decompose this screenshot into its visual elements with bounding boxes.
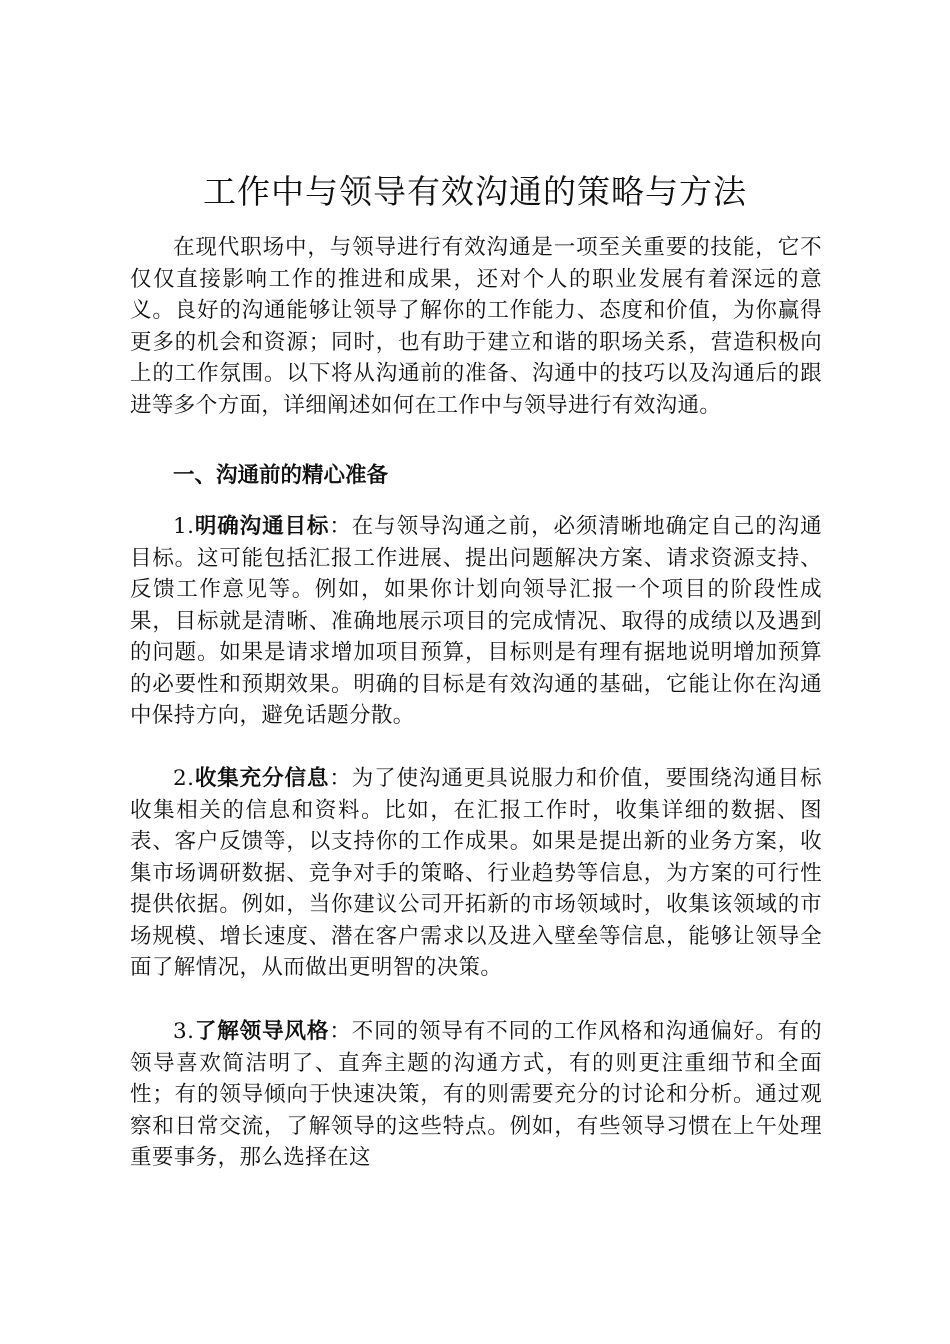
item-number: 3. <box>173 1019 195 1044</box>
section-heading: 一、沟通前的精心准备 <box>173 463 389 488</box>
item-number: 1. <box>173 514 195 539</box>
item-text: 在与领导沟通之前，必须清晰地确定自己的沟通目标。这可能包括汇报工作进展、提出问题解决方案、请求资源支持、反馈工作意见等。例如，如果你计划向领导汇报一个项目的阶段性成果，目标就是清晰、准确地展示项目的完成情况、取得的成绩以及遇到的问题。如果是请求增加项目预算，目标则是有理有据地说明增加预算的必要性和预期效果。明确的目标是有效沟通的基础，它能让你在沟通中保持方向，避免话题分散。 <box>130 514 822 728</box>
item-paragraph-2 <box>130 763 822 984</box>
item-separator: ： <box>329 514 352 539</box>
item-separator: ： <box>329 766 352 791</box>
item-label: 明确沟通目标 <box>194 514 330 539</box>
item-text: 不同的领导有不同的工作风格和沟通偏好。有的领导喜欢简洁明了、直奔主题的沟通方式，有的则更注重细节和全面性；有的领导倾向于快速决策，有的则需要充分的讨论和分析。通过观察和日常交流，了解领导的这些特点。例如，有些领导习惯在上午处理重要事务，那么选择在这 <box>130 1019 822 1170</box>
item-number: 2. <box>173 766 195 791</box>
intro-paragraph: 在现代职场中，与领导进行有效沟通是一项至关重要的技能，它不仅仅直接影响工作的推进和成果，还对个人的职业发展有着深远的意义。良好的沟通能够让领导了解你的工作能力、态度和价值，为你赢得更多的机会和资源；同时，也有助于建立和谐的职场关系，营造积极向上的工作氛围。以下将从沟通前的准备、沟通中的技巧以及沟通后的跟进等多个方面，详细阐述如何在工作中与领导进行有效沟通。 <box>130 235 822 418</box>
item-label: 了解领导风格 <box>194 1019 330 1044</box>
item-paragraph-3 <box>130 1016 822 1174</box>
item-label: 收集充分信息 <box>194 766 330 791</box>
document-title: 工作中与领导有效沟通的策略与方法 <box>203 172 747 211</box>
item-text: 为了使沟通更具说服力和价值，要围绕沟通目标收集相关的信息和资料。比如，在汇报工作时，收集详细的数据、图表、客户反馈等，以支持你的工作成果。如果是提出新的业务方案，收集市场调研数据、竞争对手的策略、行业趋势等信息，为方案的可行性提供依据。例如，当你建议公司开拓新的市场领域时，收集该领域的市场规模、增长速度、潜在客户需求以及进入壁垒等信息，能够让领导全面了解情况，从而做出更明智的决策。 <box>130 766 822 980</box>
item-separator: ： <box>329 1019 352 1044</box>
item-paragraph-1 <box>130 511 822 732</box>
